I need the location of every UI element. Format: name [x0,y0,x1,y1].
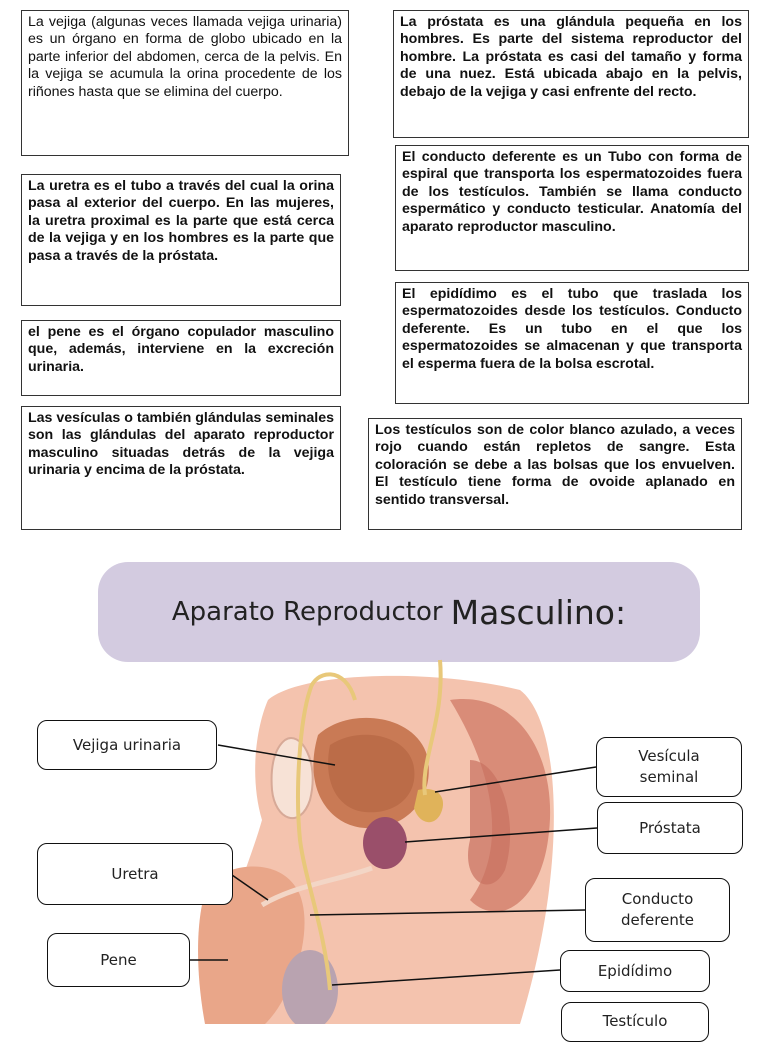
label-uretra [37,843,233,905]
uretra-text: La uretra es el tubo a través del cual la orina pasa al exterior del cuerpo. En las mujeres, la uretra proximal es la parte que está cerca de la vejiga y en los hombres es la parte que pasa a través de la próstata. [28,178,334,264]
label-vesicula-text: Vesícula seminal [638,747,700,786]
epididimo-text: El epidídimo es el tubo que traslada los espermatozoides desde los testículos. Conducto deferente. Es un tubo en el que los espermatozoides se almacenan y que transporta el esperma fuera de la bolsa escrotal. [402,286,742,372]
label-vejiga-text: Vejiga urinaria [72,735,182,754]
pubic-bone [272,738,313,818]
label-testiculo-text: Testículo [602,1012,668,1030]
label-pene [47,933,190,987]
pene-text: el pene es el órgano copulador masculino que, además, interviene en la excreción urinaria. [28,324,334,375]
label-pene-text: Pene [100,950,137,969]
label-vesicula-seminal [596,737,742,797]
label-uretra-text: Uretra [111,864,159,883]
testiculos-text: Los testículos son de color blanco azulado, a veces rojo cuando están repletos de sangre. Esta coloración se debe a las bolsas que los envuelven. El testículo tiene forma de ovoide aplanado en sentido transversal. [375,422,735,508]
conducto-text: El conducto deferente es un Tubo con forma de espiral que transporta los espermatozoides fuera de los testículos. También se llama conducto espermático y conducto testicular. Anatomía del aparato reproductor masculino. [402,149,742,235]
label-conducto-deferente [585,878,730,942]
prostata-text: La próstata es una glándula pequeña en los hombres. Es parte del sistema reproductor del hombre. La próstata es casi del tamaño y forma de una nuez. Está ubicada abajo en la pelvis, debajo de la vejiga y casi enfrente del recto. [400,14,742,100]
title-part1: Aparato Reproductor [171,597,443,627]
label-epididimo-text: Epidídimo [597,961,673,980]
label-epididimo [560,950,710,992]
prostate [363,817,407,869]
bladder-inner [328,735,414,813]
label-vejiga-urinaria [37,720,217,770]
vejiga-text: La vejiga (algunas veces llamada vejiga urinaria) es un órgano en forma de globo ubicado en la parte inferior del abdomen, cerca de la pelvis. En la vejiga se acumula la orina procedente de los riñones hasta que se elimina del cuerpo. [28,14,342,100]
vesiculas-text: Las vesículas o también glándulas seminales son las glándulas del aparato reproductor masculino situadas detrás de la vejiga urinaria y encima de la próstata. [28,410,334,479]
title-part2: Masculino: [450,592,627,632]
label-conducto-text: Conducto deferente [621,890,694,929]
label-prostata-text: Próstata [639,818,701,837]
label-prostata [597,802,743,854]
label-testiculo [561,1002,709,1042]
